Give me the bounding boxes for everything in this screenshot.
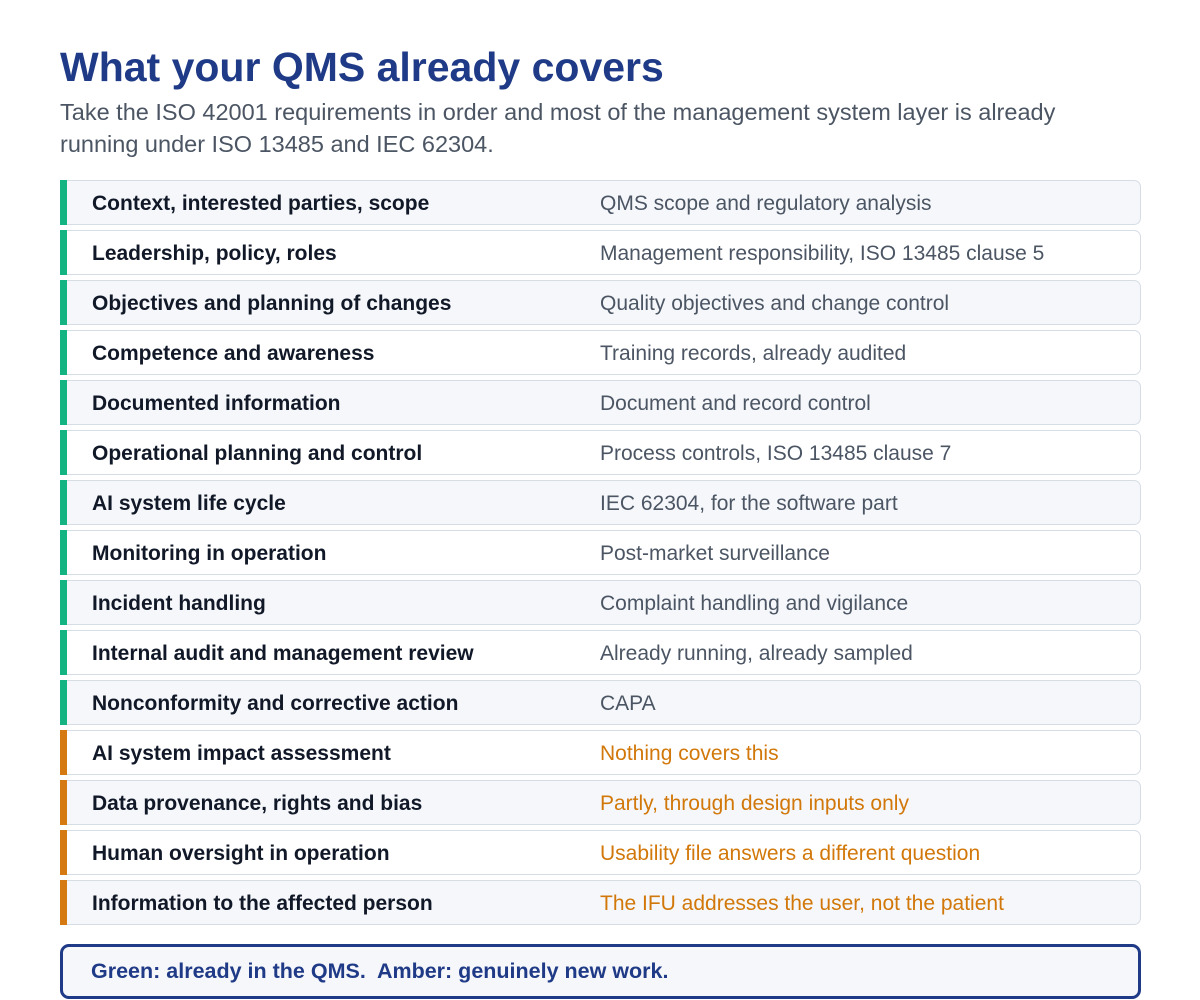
coverage-label: Partly, through design inputs only: [600, 792, 909, 815]
coverage-label: Process controls, ISO 13485 clause 7: [600, 442, 952, 465]
coverage-label: The IFU addresses the user, not the patient: [600, 892, 1004, 915]
covered-status-bar: [60, 530, 67, 575]
table-row: [60, 230, 1141, 275]
table-row: [60, 530, 1141, 575]
requirements-table: [60, 180, 1141, 930]
legend-text: Green: already in the QMS. Amber: genuinely new work.: [91, 959, 669, 983]
coverage-label: Post-market surveillance: [600, 542, 830, 565]
covered-status-bar: [60, 580, 67, 625]
coverage-label: Nothing covers this: [600, 742, 779, 765]
new-work-status-bar: [60, 730, 67, 775]
covered-status-bar: [60, 430, 67, 475]
table-row: [60, 280, 1141, 325]
requirement-label: Monitoring in operation: [92, 542, 327, 565]
table-row: [60, 480, 1141, 525]
coverage-label: QMS scope and regulatory analysis: [600, 192, 932, 215]
requirement-label: AI system impact assessment: [92, 742, 391, 765]
table-row: [60, 430, 1141, 475]
coverage-label: Usability file answers a different question: [600, 842, 981, 865]
coverage-label: Training records, already audited: [600, 342, 907, 365]
requirement-label: Nonconformity and corrective action: [92, 692, 459, 715]
table-row: [60, 830, 1141, 875]
table-row: [60, 780, 1141, 825]
requirement-label: Leadership, policy, roles: [92, 242, 337, 265]
covered-status-bar: [60, 630, 67, 675]
coverage-label: Management responsibility, ISO 13485 clause 5: [600, 242, 1045, 265]
requirement-label: Context, interested parties, scope: [92, 192, 430, 215]
covered-status-bar: [60, 180, 67, 225]
covered-status-bar: [60, 230, 67, 275]
covered-status-bar: [60, 280, 67, 325]
table-row: [60, 730, 1141, 775]
table-row: [60, 580, 1141, 625]
requirement-label: Competence and awareness: [92, 342, 375, 365]
requirement-label: Objectives and planning of changes: [92, 292, 452, 315]
coverage-label: Quality objectives and change control: [600, 292, 950, 315]
table-row: [60, 380, 1141, 425]
table-row: [60, 680, 1141, 725]
requirement-label: AI system life cycle: [92, 492, 286, 515]
requirement-label: Data provenance, rights and bias: [92, 792, 423, 815]
new-work-status-bar: [60, 780, 67, 825]
covered-status-bar: [60, 330, 67, 375]
table-row: [60, 880, 1141, 925]
table-row: [60, 630, 1141, 675]
page-title: What your QMS already covers: [60, 44, 664, 90]
requirement-label: Internal audit and management review: [92, 642, 474, 665]
covered-status-bar: [60, 480, 67, 525]
coverage-label: Already running, already sampled: [600, 642, 913, 665]
coverage-label: Document and record control: [600, 392, 871, 415]
requirement-label: Incident handling: [92, 592, 266, 615]
covered-status-bar: [60, 680, 67, 725]
new-work-status-bar: [60, 830, 67, 875]
requirement-label: Documented information: [92, 392, 341, 415]
coverage-label: Complaint handling and vigilance: [600, 592, 909, 615]
requirement-label: Information to the affected person: [92, 892, 433, 915]
requirement-label: Operational planning and control: [92, 442, 423, 465]
table-row: [60, 330, 1141, 375]
legend-box: [60, 944, 1141, 999]
coverage-label: IEC 62304, for the software part: [600, 492, 898, 515]
covered-status-bar: [60, 380, 67, 425]
new-work-status-bar: [60, 880, 67, 925]
coverage-label: CAPA: [600, 692, 656, 715]
page-subtitle: Take the ISO 42001 requirements in order and most of the management system layer is already running under ISO 13485 and IEC 62304.: [60, 99, 1056, 157]
table-row: [60, 180, 1141, 225]
requirement-label: Human oversight in operation: [92, 842, 390, 865]
